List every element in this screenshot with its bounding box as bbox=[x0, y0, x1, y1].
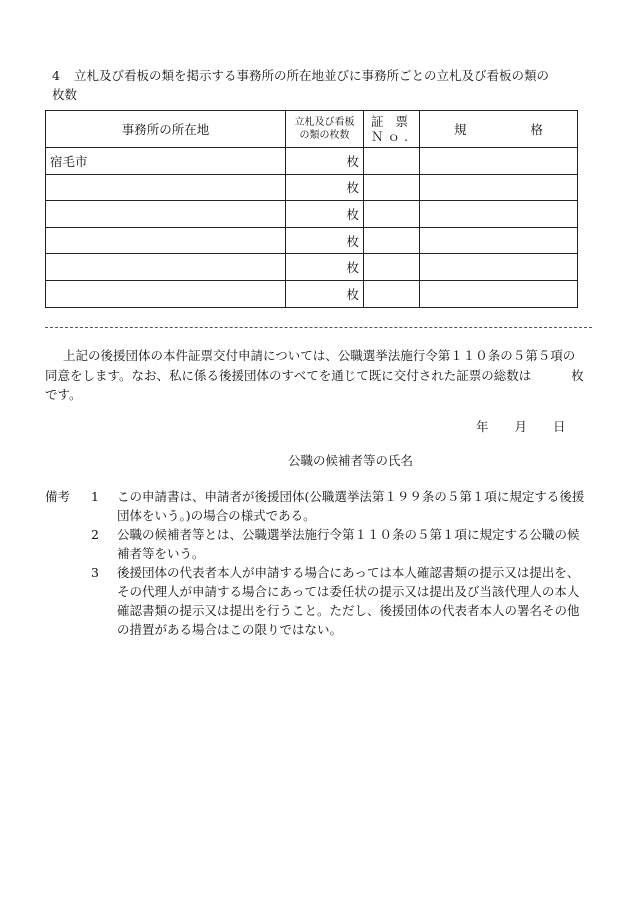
date-day: 日 bbox=[553, 419, 566, 434]
cell-sign-count[interactable]: 枚 bbox=[286, 148, 364, 175]
note-text: 公職の候補者等とは、公職選挙法施行令第１１０条の５第１項に規定する公職の候補者等をいう。 bbox=[117, 527, 580, 561]
cell-sign-count[interactable]: 枚 bbox=[286, 201, 364, 228]
cell-specification[interactable] bbox=[420, 254, 578, 281]
header-certificate-no bbox=[364, 111, 420, 148]
cell-location[interactable] bbox=[46, 201, 286, 228]
section-title-continued: 枚数 bbox=[52, 87, 78, 102]
note-item bbox=[45, 487, 590, 525]
consent-suffix: 枚です。 bbox=[45, 367, 584, 402]
section-heading bbox=[52, 66, 592, 104]
header-certificate-line2: Ｎｏ. bbox=[371, 129, 412, 144]
header-certificate-line1: 証 票 bbox=[371, 114, 412, 129]
consent-text: 上記の後援団体の本件証票交付申請については、公職選挙法施行令第１１０条の５第５項の同意をします。なお、私に係る後援団体のすべてを通じて既に交付された証票の総数は bbox=[45, 348, 576, 383]
cell-location[interactable] bbox=[46, 227, 286, 254]
cell-certificate-no[interactable] bbox=[364, 254, 420, 281]
cell-location[interactable] bbox=[46, 174, 286, 201]
header-sign-count-line1: 立札及び看板 bbox=[294, 117, 355, 128]
note-number: 1 bbox=[91, 489, 99, 504]
table-row bbox=[46, 227, 578, 254]
header-spec-left: 規 bbox=[453, 122, 467, 137]
note-number: 2 bbox=[91, 527, 99, 542]
header-specification bbox=[420, 111, 578, 148]
note-text: この申請書は、申請者が後援団体(公職選挙法第１９９条の５第１項に規定する後援団体をいう。)の場合の様式である。 bbox=[117, 489, 585, 523]
table-row bbox=[46, 280, 578, 307]
cell-specification[interactable] bbox=[420, 174, 578, 201]
table-row bbox=[46, 174, 578, 201]
header-spec-right: 格 bbox=[530, 122, 544, 137]
note-text: 後援団体の代表者本人が申請する場合にあっては本人確認書類の提示又は提出を、その代理人が申請する場合にあっては委任状の提示又は提出及び当該代理人の本人確認書類の提示又は提出を行うこと。ただし、後援団体の代表者本人の署名その他の措置がある場合はこの限りではない。 bbox=[117, 565, 580, 637]
cell-certificate-no[interactable] bbox=[364, 227, 420, 254]
note-number: 3 bbox=[91, 565, 99, 580]
table-header-row bbox=[46, 111, 578, 148]
office-table bbox=[45, 110, 578, 308]
notes-heading: 備考 bbox=[45, 489, 71, 504]
date-month: 月 bbox=[514, 419, 528, 434]
table-row bbox=[46, 148, 578, 175]
table-row bbox=[46, 201, 578, 228]
cell-certificate-no[interactable] bbox=[364, 280, 420, 307]
cell-specification[interactable] bbox=[420, 227, 578, 254]
cell-certificate-no[interactable] bbox=[364, 148, 420, 175]
cell-location[interactable] bbox=[46, 280, 286, 307]
date-year: 年 bbox=[476, 419, 489, 434]
cell-specification[interactable] bbox=[420, 201, 578, 228]
notes-section bbox=[45, 487, 590, 639]
consent-paragraph bbox=[45, 346, 585, 405]
date-line bbox=[476, 417, 586, 435]
cell-specification[interactable] bbox=[420, 280, 578, 307]
header-sign-count-line2: の類の枚数 bbox=[299, 130, 350, 141]
candidate-name-label: 公職の候補者等の氏名 bbox=[288, 453, 414, 468]
cell-location[interactable]: 宿毛市 bbox=[46, 148, 286, 175]
dashed-divider bbox=[45, 327, 592, 328]
header-location: 事務所の所在地 bbox=[46, 111, 286, 148]
note-item bbox=[45, 525, 590, 563]
cell-sign-count[interactable]: 枚 bbox=[286, 280, 364, 307]
section-number: 4 bbox=[52, 68, 60, 83]
cell-sign-count[interactable]: 枚 bbox=[286, 174, 364, 201]
table-row bbox=[46, 254, 578, 281]
header-sign-count bbox=[286, 111, 364, 148]
cell-certificate-no[interactable] bbox=[364, 174, 420, 201]
cell-specification[interactable] bbox=[420, 148, 578, 175]
cell-certificate-no[interactable] bbox=[364, 201, 420, 228]
cell-sign-count[interactable]: 枚 bbox=[286, 227, 364, 254]
cell-location[interactable] bbox=[46, 254, 286, 281]
section-title: 立札及び看板の類を掲示する事務所の所在地並びに事務所ごとの立札及び看板の類の bbox=[74, 68, 550, 83]
cell-sign-count[interactable]: 枚 bbox=[286, 254, 364, 281]
note-item bbox=[45, 563, 590, 639]
